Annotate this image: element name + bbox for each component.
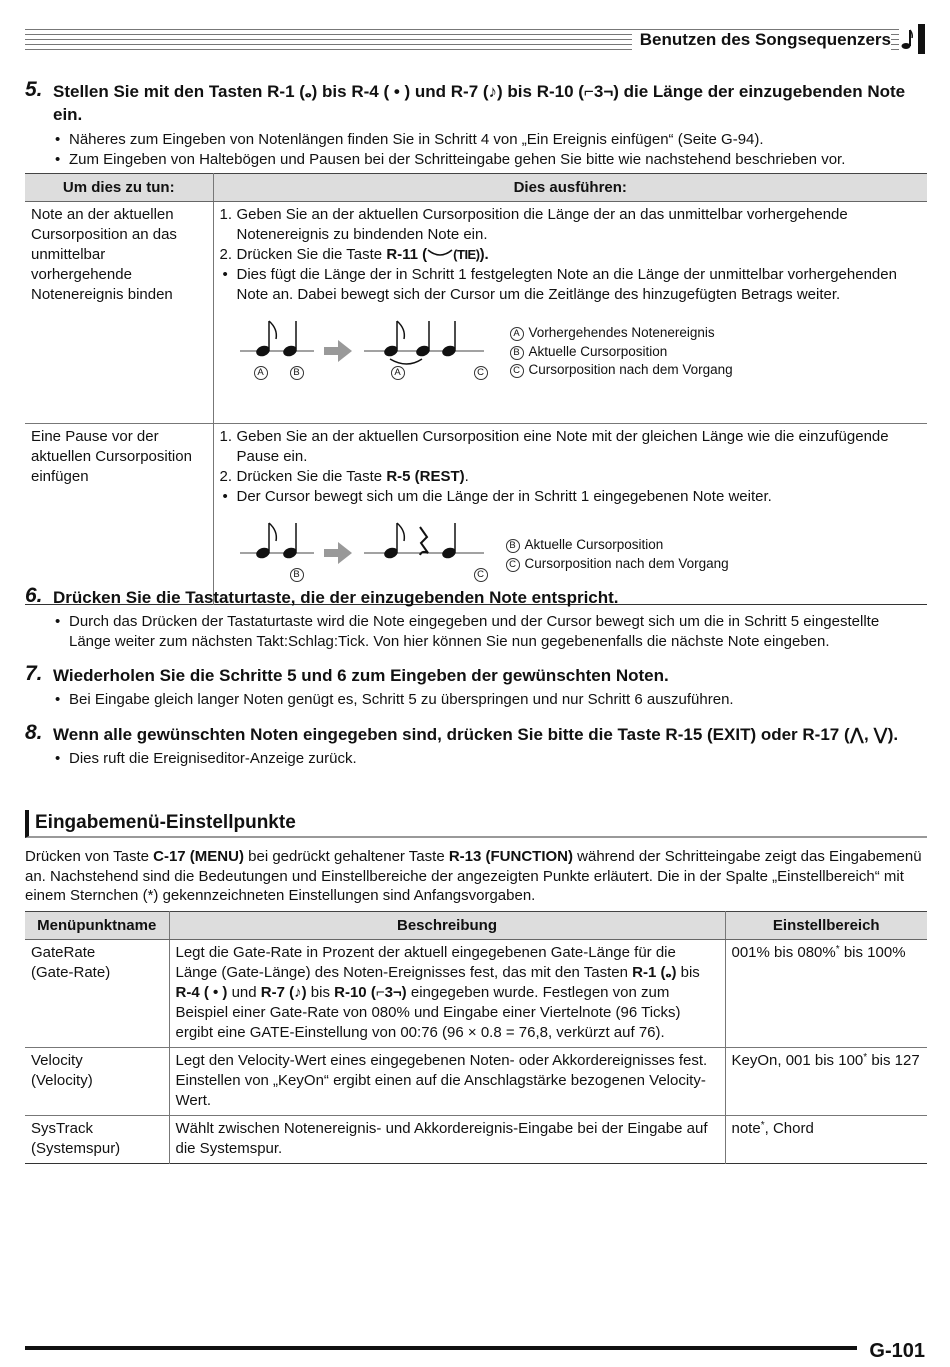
table-row xyxy=(25,1048,927,1116)
step-bullet: • Zum Eingeben von Haltebögen und Pausen bei der Schritteingabe gehen Sie bitte wie nachstehend beschrieben vor. xyxy=(53,150,925,170)
list-item: • Dies fügt die Länge der in Schritt 1 festgelegten Note an die Länge der unmittelbar vorhergehenden Note an. Dabei bewegt sich der Cursor um die Zeitlänge des hinzugefügten Betrags weiter. xyxy=(220,265,922,305)
marker-c: C xyxy=(474,568,488,582)
step-bullet: • Dies ruft die Ereigniseditor-Anzeige zurück. xyxy=(53,749,925,769)
table-cell: SysTrack (Systemspur) xyxy=(25,1116,169,1164)
step-number: 6. xyxy=(25,584,43,607)
step-number: 8. xyxy=(25,721,43,744)
note-icon xyxy=(901,28,913,50)
table-header: Menüpunktname xyxy=(25,912,169,940)
step-number: 7. xyxy=(25,662,43,685)
table-cell: Note an der aktuellen Cursorposition an das unmittelbar vorhergehende Notenereignis binden xyxy=(25,202,213,424)
step-text: Drücken Sie die Tastaturtaste, die der einzugebenden Note entspricht. xyxy=(53,588,619,607)
table-header: Beschreibung xyxy=(169,912,725,940)
figure-legend xyxy=(510,324,733,380)
step-7 xyxy=(25,664,925,710)
tie-diagram xyxy=(232,317,512,399)
list-item: 1. Geben Sie an der aktuellen Cursorposition eine Note mit der gleichen Länge wie die einzufügende Pause ein. xyxy=(219,428,889,465)
header-title: Benutzen des Songsequenzers xyxy=(632,30,891,50)
legend-item: B Aktuelle Cursorposition xyxy=(506,536,729,555)
table-cell xyxy=(213,424,927,605)
table-cell: Legt die Gate-Rate in Prozent der aktuell eingegebenen Gate-Länge für die Länge (Gate-Länge) des Noten-Ereignisses fest, das mit den Tasten R-1 (𝅝) bis R-4 ( • ) und R-7 (♪) bis R-10 (⌐3¬) eingegeben wurde. Festlegen von zum Beispiel einer Gate-Rate von 080% und Eingabe einer Viertelnote (96 Ticks) ergibt eine GATE-Einstellung von 00:76 (96 × 0.8 = 76,8, verkürzt auf 76). xyxy=(169,940,725,1048)
tie-icon xyxy=(427,248,453,258)
table-header-row xyxy=(25,174,927,202)
table-cell: Wählt zwischen Notenereignis- und Akkordereignis-Eingabe bei der Eingabe auf die Systemspur. xyxy=(169,1116,725,1164)
menu-table xyxy=(25,911,927,1164)
step-text: Stellen Sie mit den Tasten R-1 (𝅝) bis R-4 ( • ) und R-7 (♪) bis R-10 (⌐3¬) die Länge der einzugebenden Note ein. xyxy=(53,82,906,124)
table-header: Um dies zu tun: xyxy=(25,174,213,202)
marker-b: B xyxy=(290,366,304,380)
step-bullet: • Näheres zum Eingeben von Notenlängen finden Sie in Schritt 4 von „Ein Ereignis einfügen“ (Seite G-94). xyxy=(53,130,925,150)
step-text: Wiederholen Sie die Schritte 5 und 6 zum Eingeben der gewünschten Noten. xyxy=(53,666,669,685)
step-bullet: • Bei Eingabe gleich langer Noten genügt es, Schritt 5 zu überspringen und nur Schritt 6 auszuführen. xyxy=(53,690,925,710)
table-row xyxy=(25,202,927,424)
step-6 xyxy=(25,586,925,652)
page-header xyxy=(25,24,925,56)
table-row xyxy=(25,424,927,605)
step-8 xyxy=(25,723,925,769)
action-table xyxy=(25,173,927,605)
step-5 xyxy=(25,80,925,170)
section-title: Eingabemenü-Einstellpunkte xyxy=(25,810,927,838)
header-bar xyxy=(918,24,925,54)
page-number: G-101 xyxy=(869,1340,925,1362)
table-header-row xyxy=(25,912,927,940)
list-item: 1. Geben Sie an der aktuellen Cursorposition die Länge der an das unmittelbar vorhergehende Notenereignis zu bindenden Note ein. xyxy=(219,206,848,243)
table-row xyxy=(25,940,927,1048)
section-paragraph: Drücken von Taste C-17 (MENU) bei gedrückt gehaltener Taste R-13 (FUNCTION) während der Schritteingabe zeigt das Eingabemenü an. Nachstehend sind die Bedeutungen und Einstellbereiche der angezeigten Punkte erläutert. Die in der Spalte „Einstellbereich“ mit einem Sternchen (*) gekennzeichneten Einstellungen sind Anfangsvorgaben. xyxy=(25,848,922,904)
figure-legend xyxy=(506,536,729,573)
marker-c: C xyxy=(474,366,488,380)
table-cell: Velocity (Velocity) xyxy=(25,1048,169,1116)
table-cell xyxy=(213,202,927,424)
step-bullet: • Durch das Drücken der Tastaturtaste wird die Note eingegeben und der Cursor bewegt sich um die in Schritt 5 eingestellte Länge weiter zum nächsten Takt:Schlag:Tick. Von hier können Sie nun gegebenenfalls die nächste Note eingeben. xyxy=(53,612,925,652)
table-row xyxy=(25,1116,927,1164)
marker-a: A xyxy=(391,366,405,380)
table-header: Einstellbereich xyxy=(725,912,927,940)
footer-rule xyxy=(25,1346,857,1350)
table-cell: Eine Pause vor der aktuellen Cursorposition einfügen xyxy=(25,424,213,605)
legend-item: B Aktuelle Cursorposition xyxy=(510,343,733,362)
list-item: • Der Cursor bewegt sich um die Länge der in Schritt 1 eingegebenen Note weiter. xyxy=(220,487,922,507)
legend-item: C Cursorposition nach dem Vorgang xyxy=(506,555,729,574)
table-header: Dies ausführen: xyxy=(213,174,927,202)
list-item: 2. Drücken Sie die Taste R-11 ( (TIE)). xyxy=(219,246,489,263)
legend-item: A Vorhergehendes Notenereignis xyxy=(510,324,733,343)
table-cell: KeyOn, 001 bis 100* bis 127 xyxy=(725,1048,927,1116)
table-cell: note*, Chord xyxy=(731,1120,814,1137)
step-text: Wenn alle gewünschten Noten eingegeben sind, drücken Sie bitte die Taste R-15 (EXIT) oder R-17 (⋀, ⋁). xyxy=(53,725,899,744)
table-cell: Legt den Velocity-Wert eines eingegebenen Noten- oder Akkordereignisses fest. Einstellen von „KeyOn“ ergibt einen auf die Anschlagstärke bezogenen Velocity-Wert. xyxy=(169,1048,725,1116)
marker-a: A xyxy=(254,366,268,380)
table-cell: 001% bis 080%* bis 100% xyxy=(725,940,927,1048)
legend-item: C Cursorposition nach dem Vorgang xyxy=(510,361,733,380)
list-item: 2. Drücken Sie die Taste R-5 (REST). xyxy=(219,468,469,485)
step-number: 5. xyxy=(25,78,43,101)
tie-figure xyxy=(220,309,922,399)
table-cell: GateRate (Gate-Rate) xyxy=(25,940,169,1048)
marker-b: B xyxy=(290,568,304,582)
